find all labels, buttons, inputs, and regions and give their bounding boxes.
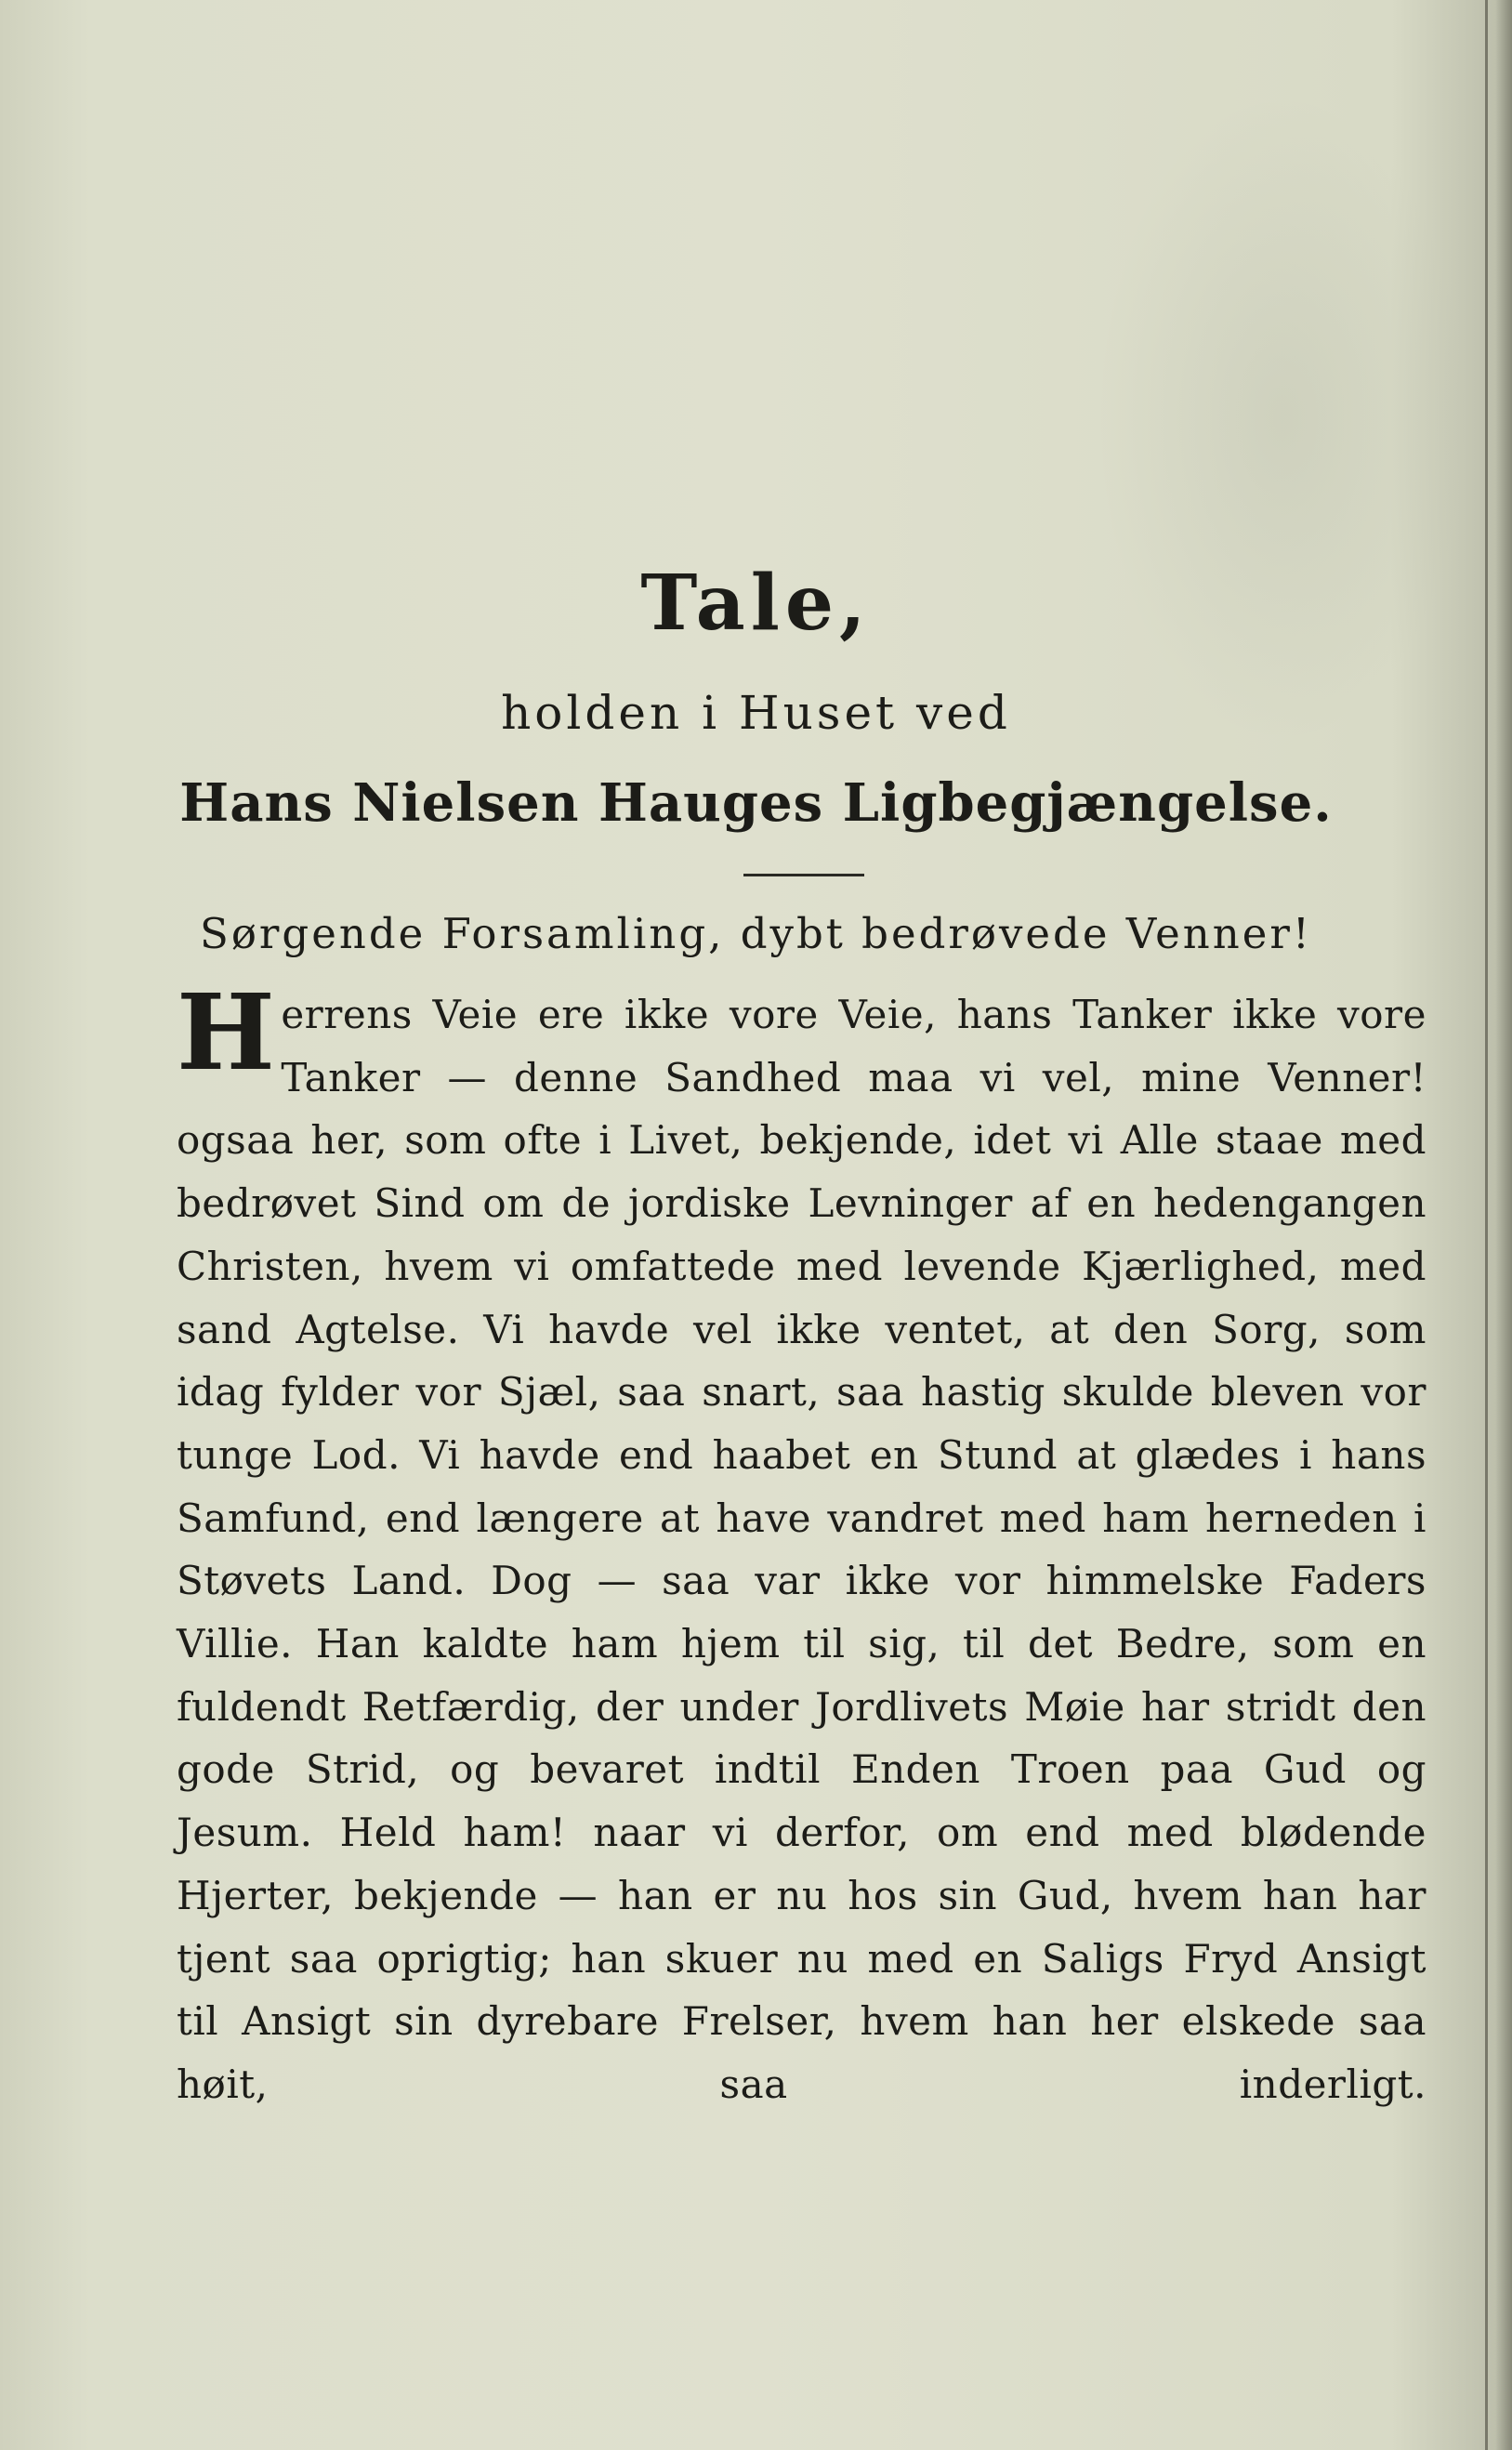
drop-cap: H	[177, 972, 276, 1094]
page-edge-shadow	[1495, 0, 1512, 2450]
page-subtitle: holden i Huset ved	[501, 686, 1011, 740]
body-text: errens Veie ere ikke vore Veie, hans Tanker ikke vore Tanker — denne Sandhed maa vi vel, mine Venner! ogsaa her, som ofte i Livet, bekjende, idet vi Alle staae med bedrøvet Sind om de jordiske Levninger af en hedengangen Christen, hvem vi omfattede med levende Kjærlighed, med sand Agtelse. Vi havde vel ikke ventet, at den Sorg, som idag fylder vor Sjæl, saa snart, saa hastig skulde bleven vor tunge Lod. Vi havde end haabet en Stund at glædes i hans Samfund, end længere at have vandret med ham herneden i Støvets Land. Dog — saa var ikke vor himmelske Faders Villie. Han kaldte ham hjem til sig, til det Bedre, som en fuldendt Retfærdig, der under Jordlivets Møie har stridt den gode Strid, og bevaret indtil Enden Troen paa Gud og Jesum. Held ham! naar vi derfor, om end med blødende Hjerter, bekjende — han er nu hos sin Gud, hvem han har tjent saa oprigtig; han skuer nu med en Saligs Fryd Ansigt til Ansigt sin dyrebare Frelser, hvem han her elskede saa høit, saa inderligt.	[177, 992, 1427, 2107]
show-through-bleed	[1097, 93, 1468, 744]
divider-rule	[743, 874, 864, 876]
page-title: Tale,	[640, 559, 872, 648]
occasion-heading: Hans Nielsen Hauges Ligbegjængelse.	[179, 772, 1333, 834]
page-edge-line	[1485, 0, 1488, 2450]
body-paragraph	[177, 972, 1427, 2116]
salutation: Sørgende Forsamling, dybt bedrøvede Venner!	[200, 909, 1312, 958]
